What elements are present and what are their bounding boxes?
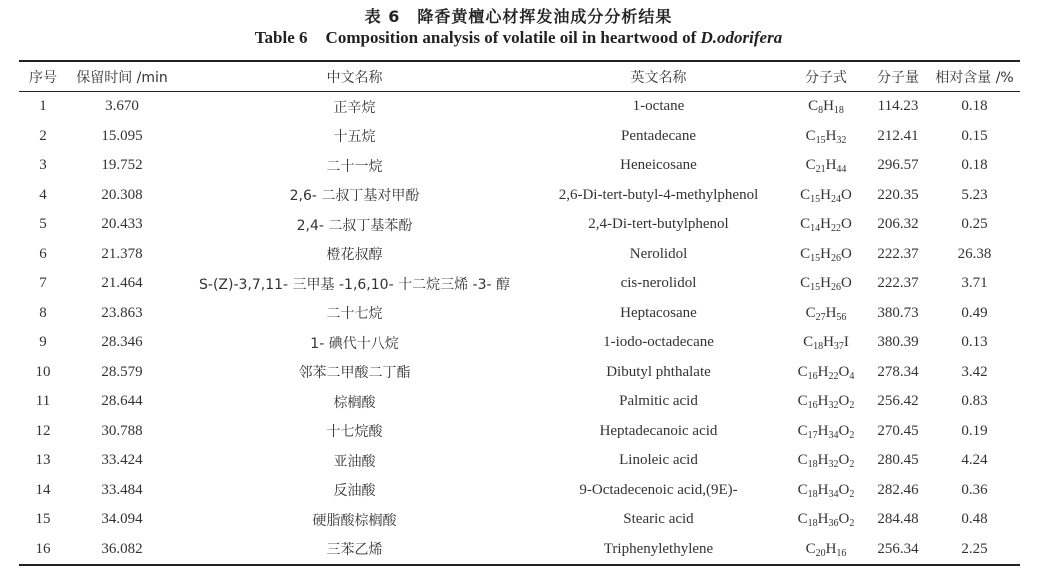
- cell-no: 15: [35, 511, 51, 528]
- cell-retention-time: 33.424: [101, 452, 143, 469]
- formula-element: H: [823, 98, 834, 115]
- formula-element: O: [838, 363, 850, 380]
- cell-chinese-name: 2,4- 二叔丁基苯酚: [296, 217, 413, 234]
- formula-element: C: [800, 216, 811, 233]
- formula-element: C: [805, 127, 816, 144]
- cell-formula: [785, 210, 867, 240]
- formula-subscript: 34: [828, 488, 839, 500]
- formula-element: H: [825, 127, 837, 144]
- cell-english-name: Nerolidol: [629, 245, 688, 262]
- formula-element: C: [800, 245, 811, 262]
- cell-english-name: Heptadecanoic acid: [599, 422, 718, 439]
- cell-no: 14: [35, 481, 51, 498]
- cell-retention-time: 15.095: [101, 127, 143, 144]
- formula-element: H: [825, 157, 837, 174]
- cell-formula: [785, 446, 867, 476]
- cell-molecular-weight: 296.57: [877, 157, 919, 174]
- cell-molecular-weight: 212.41: [877, 127, 919, 144]
- formula-element: H: [820, 186, 831, 203]
- cell-relative-content: 0.15: [961, 127, 988, 144]
- formula-element: H: [820, 275, 831, 292]
- formula-subscript: 20: [815, 547, 826, 559]
- formula-subscript: 15: [815, 134, 826, 146]
- formula-element: H: [825, 540, 837, 557]
- cell-relative-content: 0.18: [961, 98, 988, 115]
- cell-english-name: 1-iodo-octadecane: [603, 334, 714, 351]
- cell-no: 3: [39, 157, 47, 174]
- formula-element: H: [817, 511, 829, 528]
- cell-chinese-name: S-(Z)-3,7,11- 三甲基 -1,6,10- 十二烷三烯 -3- 醇: [199, 276, 510, 293]
- cell-formula: [785, 299, 867, 329]
- header-row: [19, 61, 1020, 92]
- formula-subscript: 32: [828, 459, 839, 471]
- formula-element: C: [800, 275, 811, 292]
- cell-no: 5: [39, 216, 47, 233]
- cell-english-name: Pentadecane: [621, 127, 696, 144]
- cell-chinese-name: 十七烷酸: [326, 424, 383, 441]
- cell-relative-content: 4.24: [961, 452, 988, 469]
- formula-subscript: 36: [828, 518, 839, 530]
- cell-chinese-name: 三苯乙烯: [326, 542, 383, 559]
- cell-retention-time: 28.644: [101, 393, 143, 410]
- cell-english-name: 1-octane: [632, 98, 685, 115]
- cell-chinese-name: 邻苯二甲酸二丁酯: [298, 365, 411, 382]
- cell-no: 16: [35, 540, 51, 557]
- cell-english-name: 2,6-Di-tert-butyl-4-methylphenol: [558, 186, 759, 203]
- formula-element: C: [797, 452, 808, 469]
- formula-element: H: [823, 334, 834, 351]
- cell-molecular-weight: 220.35: [877, 186, 919, 203]
- cell-molecular-weight: 280.45: [877, 452, 919, 469]
- table-row: [19, 446, 1020, 476]
- table-row: [19, 210, 1020, 240]
- formula-element: C: [808, 98, 819, 115]
- cell-molecular-weight: 256.34: [877, 540, 919, 557]
- header-relative-content: 相对含量 /%: [935, 69, 1014, 86]
- table-row: [19, 358, 1020, 388]
- table-row: [19, 151, 1020, 181]
- table-row: [19, 122, 1020, 152]
- cell-chinese-name: 正辛烷: [333, 99, 376, 116]
- cell-no: 4: [39, 186, 47, 203]
- formula-subscript: 34: [828, 429, 839, 441]
- cell-no: 10: [35, 363, 51, 380]
- cell-formula: [785, 328, 867, 358]
- formula-subscript: 22: [828, 370, 839, 382]
- cell-molecular-weight: 270.45: [877, 422, 919, 439]
- formula-element: H: [820, 216, 831, 233]
- formula-subscript: 32: [836, 134, 847, 146]
- cell-retention-time: 23.863: [101, 304, 143, 321]
- formula-subscript: 32: [828, 400, 839, 412]
- formula-subscript: 16: [807, 400, 818, 412]
- formula-element: H: [817, 481, 829, 498]
- formula-subscript: 26: [831, 252, 841, 264]
- formula-subscript: 18: [807, 518, 818, 530]
- cell-relative-content: 26.38: [957, 245, 992, 262]
- formula-subscript: 17: [807, 429, 818, 441]
- cell-formula: [785, 269, 867, 299]
- cell-chinese-name: 二十一烷: [326, 158, 383, 175]
- cell-no: 7: [39, 275, 47, 292]
- formula-element: C: [805, 304, 816, 321]
- table-row: [19, 505, 1020, 535]
- cell-chinese-name: 二十七烷: [326, 306, 383, 323]
- cell-formula: [785, 92, 867, 122]
- formula-subscript: 2: [849, 400, 855, 412]
- header-no: 序号: [29, 69, 57, 86]
- cell-formula: [785, 358, 867, 388]
- cell-no: 1: [39, 98, 47, 115]
- table-row: [19, 328, 1020, 358]
- formula-element: O: [841, 186, 852, 203]
- header-chinese-name: 中文名称: [326, 69, 383, 86]
- cell-retention-time: 19.752: [101, 157, 143, 174]
- cell-chinese-name: 反油酸: [333, 483, 376, 500]
- cell-molecular-weight: 284.48: [877, 511, 919, 528]
- cell-molecular-weight: 278.34: [877, 363, 919, 380]
- cell-english-name: Linoleic acid: [619, 452, 698, 469]
- cell-relative-content: 0.36: [961, 481, 988, 498]
- formula-subscript: 15: [810, 252, 821, 264]
- formula-subscript: 22: [831, 223, 841, 235]
- cell-no: 13: [35, 452, 51, 469]
- formula-element: O: [841, 245, 852, 262]
- formula-subscript: 2: [849, 429, 855, 441]
- cell-no: 9: [39, 334, 47, 351]
- cell-retention-time: 36.082: [101, 540, 143, 557]
- species-name: D.odorifera: [700, 28, 783, 47]
- formula-subscript: 14: [810, 223, 821, 235]
- cell-no: 2: [39, 127, 47, 144]
- formula-element: C: [797, 511, 808, 528]
- cell-formula: [785, 417, 867, 447]
- formula-subscript: 18: [833, 105, 844, 117]
- cell-retention-time: 20.308: [101, 186, 143, 203]
- composition-table: [19, 60, 1020, 566]
- header-retention-time: 保留时间 /min: [76, 69, 168, 86]
- table-row: [19, 299, 1020, 329]
- cell-retention-time: 28.346: [101, 334, 143, 351]
- cell-chinese-name: 橙花叔醇: [326, 247, 383, 264]
- cell-no: 12: [35, 422, 51, 439]
- formula-subscript: 44: [836, 164, 847, 176]
- cell-molecular-weight: 222.37: [877, 245, 919, 262]
- cell-relative-content: 0.18: [961, 157, 988, 174]
- formula-subscript: 18: [807, 459, 818, 471]
- header-molecular-weight: 分子量: [877, 69, 919, 86]
- header-formula: 分子式: [805, 69, 847, 86]
- cell-molecular-weight: 380.39: [877, 334, 919, 351]
- formula-element: I: [843, 334, 849, 351]
- table-row: [19, 476, 1020, 506]
- formula-element: O: [838, 452, 850, 469]
- formula-subscript: 26: [831, 282, 841, 294]
- table-row: [19, 240, 1020, 270]
- cell-relative-content: 5.23: [961, 186, 988, 203]
- cell-formula: [785, 505, 867, 535]
- cell-molecular-weight: 206.32: [877, 216, 919, 233]
- table-row: [19, 387, 1020, 417]
- cell-english-name: Dibutyl phthalate: [606, 363, 711, 380]
- table-row: [19, 92, 1020, 122]
- formula-element: H: [817, 393, 829, 410]
- formula-element: C: [805, 157, 816, 174]
- table-title-chinese: 表 6 降香黄檀心材挥发油成分分析结果: [364, 7, 673, 26]
- formula-element: C: [803, 334, 814, 351]
- formula-subscript: 15: [810, 193, 821, 205]
- cell-relative-content: 3.42: [961, 363, 988, 380]
- formula-subscript: 18: [807, 488, 818, 500]
- cell-molecular-weight: 282.46: [877, 481, 919, 498]
- formula-subscript: 27: [815, 311, 826, 323]
- cell-formula: [785, 151, 867, 181]
- formula-subscript: 4: [849, 370, 855, 382]
- cell-relative-content: 0.19: [961, 422, 988, 439]
- formula-subscript: 56: [836, 311, 847, 323]
- formula-element: H: [825, 304, 837, 321]
- cell-retention-time: 21.378: [101, 245, 143, 262]
- cell-retention-time: 30.788: [101, 422, 143, 439]
- formula-subscript: 8: [818, 105, 824, 117]
- cell-relative-content: 3.71: [961, 275, 988, 292]
- cell-no: 11: [35, 393, 51, 410]
- cell-retention-time: 20.433: [101, 216, 143, 233]
- table-row: [19, 417, 1020, 447]
- cell-formula: [785, 476, 867, 506]
- formula-element: C: [797, 363, 808, 380]
- formula-subscript: 24: [831, 193, 841, 205]
- cell-english-name: Heneicosane: [620, 157, 697, 174]
- cell-molecular-weight: 222.37: [877, 275, 919, 292]
- formula-element: C: [800, 186, 811, 203]
- formula-subscript: 16: [807, 370, 818, 382]
- cell-formula: [785, 240, 867, 270]
- cell-english-name: 2,4-Di-tert-butylphenol: [588, 216, 729, 233]
- cell-chinese-name: 十五烷: [333, 129, 376, 146]
- cell-formula: [785, 535, 867, 566]
- table-row: [19, 535, 1020, 566]
- cell-chinese-name: 硬脂酸棕榈酸: [312, 512, 397, 529]
- cell-chinese-name: 1- 碘代十八烷: [310, 335, 399, 352]
- formula-element: C: [797, 422, 808, 439]
- table-row: [19, 269, 1020, 299]
- formula-element: H: [817, 422, 829, 439]
- formula-element: C: [805, 540, 816, 557]
- cell-english-name: cis-nerolidol: [620, 275, 697, 292]
- cell-retention-time: 3.670: [105, 98, 139, 115]
- cell-formula: [785, 181, 867, 211]
- formula-subscript: 16: [836, 547, 847, 559]
- cell-relative-content: 0.49: [961, 304, 988, 321]
- formula-element: O: [838, 393, 850, 410]
- cell-no: 6: [39, 245, 47, 262]
- cell-chinese-name: 2,6- 二叔丁基对甲酚: [289, 188, 420, 205]
- cell-retention-time: 28.579: [101, 363, 143, 380]
- cell-english-name: Triphenylethylene: [603, 540, 714, 557]
- cell-molecular-weight: 380.73: [877, 304, 919, 321]
- formula-element: C: [797, 481, 808, 498]
- formula-subscript: 15: [810, 282, 821, 294]
- formula-element: O: [838, 511, 850, 528]
- cell-relative-content: 2.25: [961, 540, 988, 557]
- cell-retention-time: 33.484: [101, 481, 143, 498]
- cell-chinese-name: 亚油酸: [333, 453, 376, 470]
- cell-relative-content: 0.83: [961, 393, 988, 410]
- formula-element: H: [817, 452, 829, 469]
- formula-element: O: [838, 422, 850, 439]
- formula-subscript: 37: [833, 341, 844, 353]
- cell-english-name: Palmitic acid: [619, 393, 698, 410]
- formula-element: O: [838, 481, 850, 498]
- table-caption: Composition analysis of volatile oil in heartwood of: [325, 28, 697, 47]
- table-row: [19, 181, 1020, 211]
- cell-formula: [785, 122, 867, 152]
- formula-element: O: [841, 275, 852, 292]
- cell-english-name: Heptacosane: [620, 304, 697, 321]
- cell-chinese-name: 棕榈酸: [333, 394, 376, 411]
- formula-element: O: [841, 216, 852, 233]
- formula-subscript: 2: [849, 459, 855, 471]
- cell-retention-time: 21.464: [101, 275, 143, 292]
- cell-molecular-weight: 114.23: [877, 98, 919, 115]
- table-title-english: [0, 28, 1037, 48]
- table-number: Table 6: [254, 28, 308, 47]
- formula-subscript: 2: [849, 518, 855, 530]
- cell-molecular-weight: 256.42: [877, 393, 919, 410]
- cell-retention-time: 34.094: [101, 511, 143, 528]
- formula-subscript: 21: [815, 164, 826, 176]
- cell-no: 8: [39, 304, 47, 321]
- formula-element: H: [817, 363, 829, 380]
- cell-english-name: 9-Octadecenoic acid,(9E)-: [579, 481, 738, 498]
- cell-formula: [785, 387, 867, 417]
- cell-relative-content: 0.48: [961, 511, 988, 528]
- formula-element: C: [797, 393, 808, 410]
- cell-relative-content: 0.25: [961, 216, 988, 233]
- formula-element: H: [820, 245, 831, 262]
- formula-subscript: 18: [813, 341, 824, 353]
- cell-english-name: Stearic acid: [623, 511, 694, 528]
- cell-relative-content: 0.13: [961, 334, 988, 351]
- formula-subscript: 2: [849, 488, 855, 500]
- header-english-name: 英文名称: [630, 69, 687, 86]
